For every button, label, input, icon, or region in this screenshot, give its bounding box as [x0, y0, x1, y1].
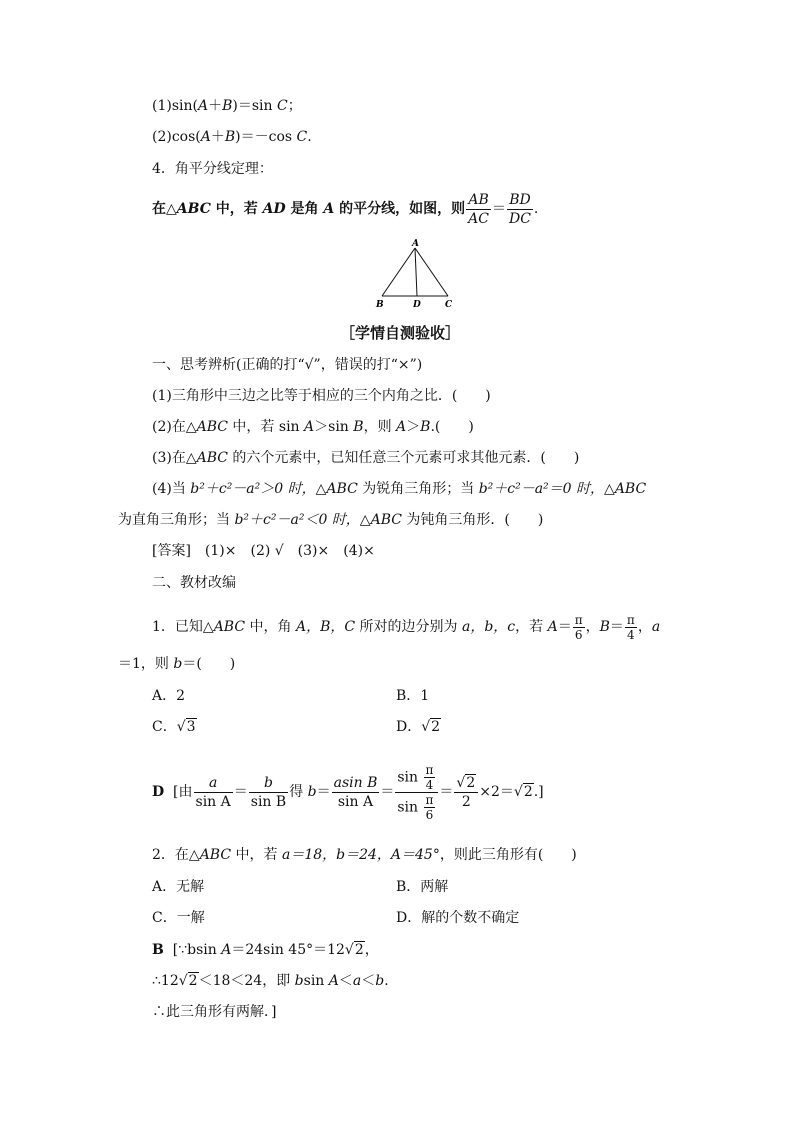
- bisector-ad: [415, 248, 417, 296]
- denominator: 2: [461, 793, 471, 810]
- text: 的六个元素中，已知任意三个元素可求其他元素．( ): [227, 450, 580, 466]
- identity-line-2: [152, 127, 312, 147]
- text: (1)三角形中三边之比等于相应的三个内角之比．( ): [152, 388, 491, 404]
- question-1: [152, 386, 491, 406]
- question-4-line-1: [152, 479, 646, 499]
- var: A: [221, 942, 232, 958]
- side-ab: [382, 248, 415, 296]
- denominator: [194, 793, 233, 811]
- fraction-pi-6: [573, 613, 585, 642]
- text: ，则: [363, 419, 397, 435]
- text: 中，若 sin: [227, 419, 305, 435]
- label-d: D: [413, 300, 421, 310]
- text: ，: [585, 619, 600, 635]
- numerator: π: [574, 612, 583, 627]
- var: ABC: [196, 419, 228, 435]
- sqrt-2: √2: [178, 973, 198, 989]
- var: B: [420, 419, 431, 435]
- text: ＝: [233, 784, 248, 800]
- label-b: B: [376, 300, 384, 310]
- text: ＋: [210, 129, 225, 145]
- var: b: [173, 656, 183, 672]
- text: ＝( ): [182, 656, 236, 672]
- p2-option-c[interactable]: [152, 908, 205, 928]
- numerator: asin B: [333, 774, 378, 791]
- text: (3)在△: [152, 450, 197, 466]
- text: .: [533, 201, 539, 217]
- sqrt-2: √2: [513, 784, 533, 800]
- text: ∴此三角形有两解．]: [152, 1004, 277, 1020]
- text: ＝: [557, 619, 572, 635]
- sqrt-2: √2: [344, 942, 364, 958]
- numerator: [454, 774, 478, 793]
- denominator: [395, 793, 438, 822]
- sqrt-3: √3: [176, 719, 196, 735]
- radicand: 2: [466, 774, 476, 791]
- var: ABC: [196, 450, 228, 466]
- denominator: 6: [574, 627, 583, 642]
- text: ，: [364, 942, 379, 958]
- text: ，则此三角形有( ): [439, 847, 577, 863]
- text: ＝: [491, 201, 506, 217]
- text: (2)在△: [152, 419, 197, 435]
- solution-2-line-2: [152, 971, 389, 991]
- radicand: 3: [186, 719, 196, 735]
- p2-option-b[interactable]: [396, 877, 448, 897]
- option-d[interactable]: [396, 717, 441, 737]
- denominator: 6: [425, 807, 434, 822]
- text: C．一解: [152, 910, 205, 926]
- text: ＝24sin 45°＝12: [231, 942, 345, 958]
- var: A: [328, 973, 339, 989]
- var: B: [353, 419, 364, 435]
- question-2: [152, 417, 474, 437]
- text: D．解的个数不确定: [396, 910, 520, 926]
- var: AD: [262, 201, 286, 217]
- text: ＞sin: [314, 419, 354, 435]
- text: 所对的边分别为: [355, 619, 462, 635]
- question-4-line-2: [118, 510, 543, 530]
- part1-heading: [152, 355, 422, 375]
- text: 为直角三角形；当: [118, 512, 235, 528]
- fraction-sqrt2-2: [454, 774, 478, 811]
- section-banner: ［学情自测验收］: [340, 324, 461, 342]
- text: 中，角: [245, 619, 296, 635]
- text: ，: [637, 619, 652, 635]
- denominator: 4: [627, 627, 635, 642]
- text: ＝1，则: [118, 656, 174, 672]
- text: D．: [396, 719, 422, 735]
- text: 一、思考辨析(正确的打“√”，错误的打“×”): [152, 357, 423, 373]
- text: )＝－cos: [235, 129, 297, 145]
- problem-1-line-2: [118, 654, 235, 674]
- text: 在△: [152, 201, 177, 217]
- text: ＜: [338, 973, 353, 989]
- solution-2-line-3: [152, 1002, 276, 1022]
- answer-letter: D: [152, 784, 165, 800]
- denominator: AC: [468, 210, 489, 227]
- var: b: [375, 973, 385, 989]
- option-b[interactable]: [396, 686, 429, 706]
- text: .( ): [430, 419, 474, 435]
- text: sin: [397, 799, 423, 815]
- text: 得: [289, 784, 308, 800]
- var: A: [197, 98, 209, 114]
- text: A．无解: [152, 879, 205, 895]
- text: ＜18＜24，即: [198, 973, 295, 989]
- text: A．2: [152, 688, 186, 704]
- var: a: [352, 973, 362, 989]
- var: a，b，c: [462, 619, 516, 635]
- option-a[interactable]: [152, 686, 185, 706]
- text: 4．角平分线定理：: [152, 161, 273, 177]
- fraction-pi-4: [424, 763, 436, 792]
- label-a: A: [412, 239, 419, 249]
- var: A: [396, 419, 407, 435]
- numerator: [395, 763, 438, 793]
- fraction-pi-4: [625, 613, 637, 642]
- text: 为钝角三角形．( ): [401, 512, 544, 528]
- var: C: [277, 98, 288, 114]
- text: ＞: [406, 419, 421, 435]
- solution-1: [152, 748, 544, 836]
- text: )＝sin: [232, 98, 277, 114]
- fraction-asinB-sinA: [332, 774, 380, 811]
- expr: b²＋c²－a²＞0 时，△: [190, 481, 327, 497]
- text: ，若: [515, 619, 548, 635]
- var: B: [224, 129, 236, 145]
- text: .: [307, 129, 312, 145]
- var: ABC: [326, 481, 358, 497]
- denominator: sin B: [250, 793, 287, 810]
- label-c: C: [445, 300, 453, 310]
- sqrt-2: √2: [421, 719, 441, 735]
- var: A: [200, 129, 211, 145]
- numerator: a: [194, 774, 233, 793]
- fraction-sin-pi4-over-sin-pi6: [395, 763, 438, 822]
- text: ∴12: [152, 973, 179, 989]
- var: b: [294, 973, 304, 989]
- text: 的平分线，如图，则: [334, 201, 466, 217]
- fraction-a-sinA: [194, 774, 233, 811]
- numerator: π: [626, 612, 635, 627]
- p2-option-d[interactable]: [396, 908, 519, 928]
- text: (1)sin(: [152, 98, 198, 114]
- numerator: b: [249, 774, 288, 793]
- option-c[interactable]: [152, 717, 197, 737]
- var: B: [599, 619, 610, 635]
- text: 二、教材改编: [152, 575, 236, 591]
- denominator: DC: [508, 210, 531, 227]
- fraction-pi-6: [424, 793, 436, 822]
- var: ABC: [614, 481, 647, 497]
- problem-2: [152, 845, 577, 865]
- text: 中，若: [231, 847, 282, 863]
- identity-line-1: [152, 96, 302, 116]
- var: ABC: [370, 512, 402, 528]
- text: [答案] (1)× (2) √ (3)× (4)×: [152, 543, 375, 559]
- part1-answer: [152, 541, 375, 561]
- text: 是角: [285, 201, 324, 217]
- text: ＝: [380, 784, 395, 800]
- triangle-figure: [370, 236, 460, 312]
- text: B．两解: [396, 879, 449, 895]
- text: (4)当: [152, 481, 191, 497]
- var: A，B，C: [295, 619, 356, 635]
- fraction-b-sinB: [249, 774, 288, 811]
- denominator: 4: [425, 777, 434, 792]
- fraction-bd-dc: [507, 191, 533, 228]
- radicand: 2: [523, 784, 533, 800]
- var: B: [222, 98, 233, 114]
- text: 1．已知△: [152, 619, 214, 635]
- var: A: [304, 419, 315, 435]
- radicand: 2: [354, 942, 364, 958]
- text: [由: [173, 784, 193, 800]
- answer-letter: B: [152, 942, 164, 958]
- text: ＋: [208, 98, 223, 114]
- expr: b²＋c²－a²＜0 时，△: [234, 512, 371, 528]
- var: C: [296, 129, 308, 145]
- part2-heading: [152, 573, 236, 593]
- var: b: [307, 784, 317, 800]
- numerator: π: [425, 762, 434, 777]
- radicand: 2: [431, 719, 441, 735]
- sqrt-2: √2: [456, 774, 476, 791]
- text: 2．在△: [152, 847, 200, 863]
- fraction-ab-ac: [466, 191, 491, 228]
- text: .]: [533, 784, 544, 800]
- text: ；: [287, 98, 302, 114]
- text: (2)cos(: [152, 129, 201, 145]
- problem-1-line-1: [152, 605, 660, 649]
- question-3: [152, 448, 579, 468]
- text: B．1: [396, 688, 430, 704]
- denominator: sin A: [337, 793, 374, 810]
- text: .: [384, 973, 389, 989]
- text: sin: [303, 973, 329, 989]
- var: A: [547, 619, 558, 635]
- text: ＝: [316, 784, 331, 800]
- radicand: 2: [188, 973, 198, 989]
- text: 中，若: [210, 201, 263, 217]
- text: [∵bsin: [172, 942, 222, 958]
- text: C．: [152, 719, 177, 735]
- numerator: BD: [507, 191, 533, 210]
- text: 为锐角三角形；当: [357, 481, 479, 497]
- text: sin: [397, 769, 423, 785]
- numerator: AB: [466, 191, 491, 210]
- var: ABC: [176, 201, 211, 217]
- text: sin A: [195, 793, 231, 810]
- text: ＝: [609, 619, 624, 635]
- item-4-heading: [152, 159, 273, 179]
- side-ac: [415, 248, 448, 296]
- numerator: π: [425, 792, 434, 807]
- p2-option-a[interactable]: [152, 877, 204, 897]
- solution-2-line-1: [152, 940, 379, 960]
- var: ABC: [199, 847, 232, 863]
- text: ＝: [439, 784, 454, 800]
- expr: b²＋c²－a²＝0 时，△: [478, 481, 615, 497]
- var: ABC: [213, 619, 246, 635]
- text: ＜: [361, 973, 376, 989]
- var: a: [651, 619, 661, 635]
- text: ×2＝: [479, 784, 514, 800]
- bisector-theorem: [152, 190, 538, 228]
- var: A: [323, 201, 335, 217]
- expr: a＝18，b＝24，A＝45°: [281, 847, 440, 863]
